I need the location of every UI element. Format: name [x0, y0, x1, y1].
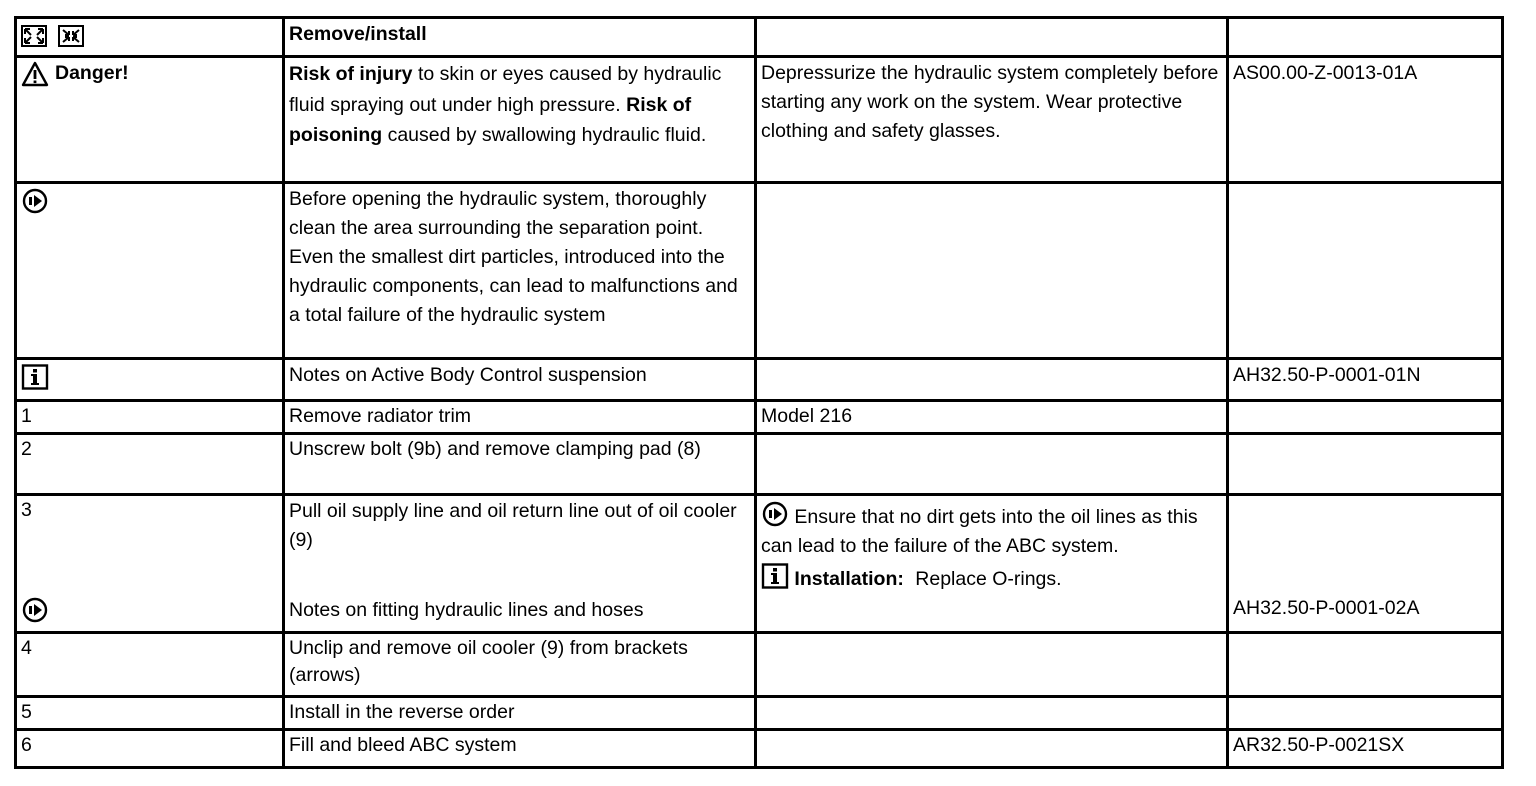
collapse-icon[interactable] [58, 25, 84, 47]
step-row-5 [16, 697, 1503, 730]
caution-stop-icon [761, 501, 789, 527]
step-text: Fill and bleed ABC system [284, 730, 756, 768]
step-3-text-cell [284, 495, 756, 633]
step-number: 6 [16, 730, 284, 768]
danger-measure-text: Depressurize the hydraulic system completely before starting any work on the system. Wear protective clothing and safety glasses. [756, 57, 1228, 183]
step-note-caution: Ensure that no dirt gets into the oil lines as this can lead to the failure of the ABC system. [761, 506, 1198, 557]
info-empty-3 [756, 359, 1228, 401]
step-ref[interactable] [1228, 434, 1503, 495]
step-3-note-cell [756, 495, 1228, 633]
step-ref[interactable]: AR32.50-P-0021SX [1228, 730, 1503, 768]
info-ref[interactable]: AH32.50-P-0001-01N [1228, 359, 1503, 401]
installation-label: Installation: [794, 568, 904, 590]
header-empty-3 [756, 18, 1228, 57]
info-icon [21, 364, 49, 390]
step-row-1 [16, 401, 1503, 434]
step-3-number-cell [16, 495, 284, 633]
step-text: Pull oil supply line and oil return line out of oil cooler (9) [289, 500, 737, 551]
step-note [756, 697, 1228, 730]
caution-empty-3 [756, 183, 1228, 359]
step-text: Unclip and remove oil cooler (9) from brackets (arrows) [284, 633, 756, 697]
danger-row [16, 57, 1503, 183]
caution-stop-icon [21, 597, 49, 623]
step-row-3 [16, 495, 1503, 633]
step-note [756, 633, 1228, 697]
procedure-table [14, 16, 1504, 769]
step-number: 2 [16, 434, 284, 495]
step-number: 4 [16, 633, 284, 697]
danger-label-cell [16, 57, 284, 183]
caution-text: Before opening the hydraulic system, thoroughly clean the area surrounding the separation point. Even the smallest dirt particles, introduced into the hydraulic components, can lead to malfunctions and a total failure of the hydraulic system [284, 183, 756, 359]
info-icon-cell [16, 359, 284, 401]
caution-icon-cell [16, 183, 284, 359]
step-note [756, 434, 1228, 495]
step-number: 1 [16, 401, 284, 434]
step-text: Remove radiator trim [284, 401, 756, 434]
risk-poisoning-text: caused by swallowing hydraulic fluid. [382, 124, 707, 146]
step-3-ref-cell [1228, 495, 1503, 633]
info-icon [761, 563, 789, 589]
risk-poisoning-label: Risk of poisoning [289, 93, 692, 146]
step-row-6 [16, 730, 1503, 768]
step-note: Model 216 [756, 401, 1228, 434]
step-row-2 [16, 434, 1503, 495]
installation-text: Replace O-rings. [915, 568, 1062, 590]
step-text: Install in the reverse order [284, 697, 756, 730]
step-sub-ref[interactable]: AH32.50-P-0001-02A [1233, 597, 1420, 619]
header-title: Remove/install [284, 18, 756, 57]
danger-risk-text [284, 57, 756, 183]
header-empty-4 [1228, 18, 1503, 57]
step-sub-text[interactable]: Notes on fitting hydraulic lines and hoses [289, 599, 644, 621]
expand-icon[interactable] [21, 25, 47, 47]
danger-ref[interactable]: AS00.00-Z-0013-01A [1228, 57, 1503, 183]
warning-triangle-icon [21, 61, 49, 87]
step-number: 5 [16, 697, 284, 730]
risk-injury-label: Risk of injury [289, 63, 413, 85]
caution-stop-icon [21, 188, 49, 214]
step-ref[interactable] [1228, 633, 1503, 697]
step-note [756, 730, 1228, 768]
caution-row [16, 183, 1503, 359]
step-text: Unscrew bolt (9b) and remove clamping pad (8) [284, 434, 756, 495]
risk-injury-text: to skin or eyes caused by hydraulic fluid spraying out under high pressure. [289, 63, 722, 116]
step-row-4 [16, 633, 1503, 697]
header-icons-cell [16, 18, 284, 57]
step-number: 3 [21, 499, 32, 521]
danger-label: Danger! [55, 62, 129, 84]
info-row [16, 359, 1503, 401]
caution-empty-4 [1228, 183, 1503, 359]
header-row [16, 18, 1503, 57]
step-ref[interactable] [1228, 697, 1503, 730]
step-ref[interactable] [1228, 401, 1503, 434]
info-text: Notes on Active Body Control suspension [284, 359, 756, 401]
